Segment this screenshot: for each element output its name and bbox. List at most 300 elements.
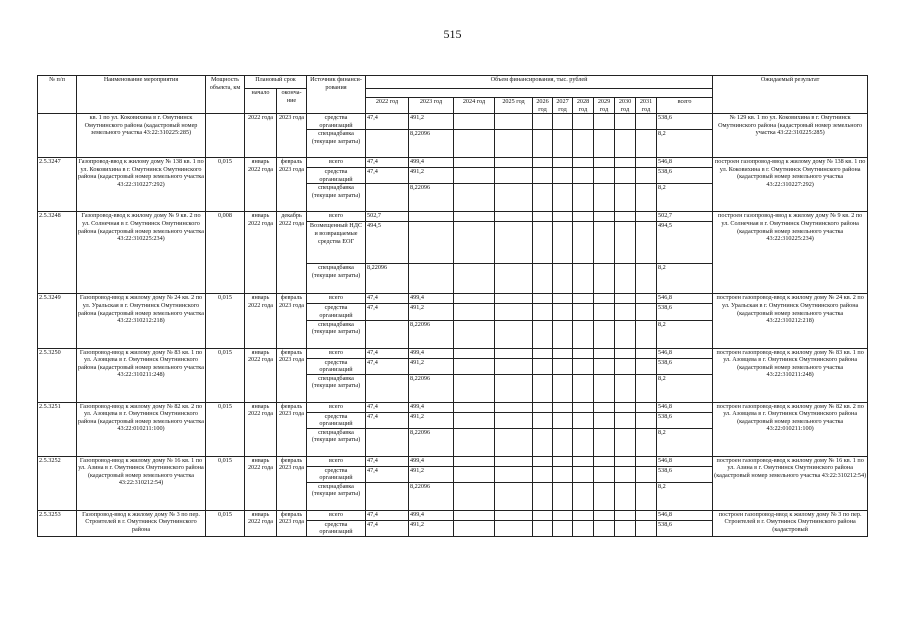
value-total: 546,8 — [657, 294, 713, 304]
value-year — [495, 520, 533, 536]
funding-source: средства организаций — [307, 358, 366, 374]
value-year — [454, 482, 495, 510]
measure-name: Газопровод-ввод к жилому дому № 83 кв. 1 по ул. Азовцева в г. Омутнинск Омутнинского района (кадастровый номер земельного участка 43:22:310211:248) — [77, 348, 206, 402]
table-row — [38, 114, 868, 130]
value-year — [615, 374, 636, 402]
value-year — [636, 304, 657, 320]
measure-name: Газопровод-ввод к жилому дому № 9 кв. 2 по ул. Солнечная в г. Омутнинск Омутнинского района (кадастровый номер земельного участка 43:22:310225:234) — [77, 212, 206, 294]
table-row — [38, 402, 868, 412]
value-year — [636, 130, 657, 158]
value-year — [594, 304, 615, 320]
value-year — [454, 412, 495, 428]
table-row — [38, 348, 868, 358]
value-year — [533, 482, 553, 510]
value-year — [495, 510, 533, 520]
value-year — [594, 412, 615, 428]
value-total: 538,6 — [657, 114, 713, 130]
value-year — [573, 130, 594, 158]
value-year — [553, 130, 573, 158]
value-year — [533, 212, 553, 222]
value-year — [454, 466, 495, 482]
value-year — [594, 158, 615, 168]
value-year — [553, 374, 573, 402]
value-year — [615, 130, 636, 158]
expected-result: № 129 кв. 1 по ул. Коковихина в г. Омутнинск Омутнинского района (кадастровый номер земельного участка 43:22:310225:285) — [713, 114, 868, 158]
value-year — [636, 320, 657, 348]
value-year — [553, 412, 573, 428]
value-year — [573, 374, 594, 402]
value-year — [636, 520, 657, 536]
value-year — [533, 456, 553, 466]
value-year — [533, 358, 553, 374]
value-year — [594, 402, 615, 412]
page-number: 515 — [443, 27, 462, 41]
expected-result: построен газопровод-ввод к жилому дому № 24 кв. 2 по ул. Уральская в г. Омутнинск Омутнинского района (кадастровый номер земельного участка 43:22:310212:218) — [713, 294, 868, 348]
value-year — [533, 466, 553, 482]
header-volume-spacer — [366, 89, 713, 98]
value-year — [553, 520, 573, 536]
measure-name: кв. 1 по ул. Коковихина в г. Омутнинск Омутнинского района (кадастровый номер земельного участка 43:22:310225:285) — [77, 114, 206, 158]
value-year: 491,2 — [409, 304, 454, 320]
value-year — [495, 348, 533, 358]
end-date: февраль 2023 года — [277, 402, 307, 456]
value-year — [594, 482, 615, 510]
value-year: 8,22096 — [409, 374, 454, 402]
value-year: 499,4 — [409, 294, 454, 304]
capacity: 0,015 — [206, 348, 245, 402]
funding-source: всего — [307, 294, 366, 304]
value-year — [615, 184, 636, 212]
value-year — [573, 294, 594, 304]
value-year — [573, 264, 594, 294]
value-year: 8,22096 — [409, 482, 454, 510]
value-year — [454, 510, 495, 520]
value-year — [615, 428, 636, 456]
value-year — [553, 428, 573, 456]
value-year — [573, 412, 594, 428]
value-year — [533, 428, 553, 456]
value-year — [636, 358, 657, 374]
value-year — [594, 510, 615, 520]
value-year — [454, 212, 495, 222]
header-year: 2030 год — [615, 98, 636, 114]
value-year: 502,7 — [366, 212, 409, 222]
value-year: 47,4 — [366, 412, 409, 428]
value-year — [573, 428, 594, 456]
value-total: 546,8 — [657, 348, 713, 358]
value-total: 546,8 — [657, 456, 713, 466]
expected-result: построен газопровод-ввод к жилому дому № 3 по пер. Строителей в г. Омутнинск Омутнинского района (кадастровый — [713, 510, 868, 536]
value-total: 538,6 — [657, 304, 713, 320]
value-year — [573, 456, 594, 466]
value-year — [553, 168, 573, 184]
value-year — [573, 402, 594, 412]
value-year: 499,4 — [409, 456, 454, 466]
value-year — [573, 184, 594, 212]
header-year: 2029 год — [594, 98, 615, 114]
header-capacity: Мощность объекта, км — [206, 76, 245, 114]
value-year — [533, 184, 553, 212]
value-year — [533, 320, 553, 348]
header-year: 2025 год — [495, 98, 533, 114]
value-year — [615, 510, 636, 520]
value-year — [553, 184, 573, 212]
value-year: 47,4 — [366, 402, 409, 412]
value-year — [495, 402, 533, 412]
value-total: 546,8 — [657, 158, 713, 168]
funding-source: средства организаций — [307, 466, 366, 482]
header-year: 2027 год — [553, 98, 573, 114]
value-year — [636, 184, 657, 212]
value-year — [495, 412, 533, 428]
value-year — [636, 158, 657, 168]
header-year: 2023 год — [409, 98, 454, 114]
value-year: 8,22096 — [409, 320, 454, 348]
expected-result: построен газопровод-ввод к жилому дому № 83 кв. 1 по ул. Азовцева в г. Омутнинск Омутнинского района (кадастровый номер земельного участка 43:22:310211:248) — [713, 348, 868, 402]
value-year: 47,4 — [366, 466, 409, 482]
value-total: 538,6 — [657, 358, 713, 374]
value-year: 47,4 — [366, 158, 409, 168]
value-year — [615, 348, 636, 358]
value-year — [495, 264, 533, 294]
value-year — [573, 212, 594, 222]
start-date: 2022 года — [245, 114, 277, 158]
value-year: 491,2 — [409, 114, 454, 130]
value-year — [533, 114, 553, 130]
row-number: 2.5.3247 — [38, 158, 77, 212]
value-year: 491,2 — [409, 168, 454, 184]
row-number: 2.5.3248 — [38, 212, 77, 294]
value-year — [366, 320, 409, 348]
value-year — [533, 402, 553, 412]
value-year — [594, 456, 615, 466]
value-year — [533, 304, 553, 320]
funding-source: средства организаций — [307, 304, 366, 320]
table-header — [38, 76, 868, 114]
value-year — [636, 466, 657, 482]
row-number: 2.5.3253 — [38, 510, 77, 536]
value-year — [495, 456, 533, 466]
value-year: 491,2 — [409, 466, 454, 482]
value-year — [615, 320, 636, 348]
header-year: 2028 год — [573, 98, 594, 114]
funding-source: всего — [307, 456, 366, 466]
end-date: февраль 2023 года — [277, 510, 307, 536]
value-year — [495, 184, 533, 212]
value-year — [553, 264, 573, 294]
value-year — [495, 114, 533, 130]
value-year — [533, 264, 553, 294]
expected-result: построен газопровод-ввод к жилому дому № 16 кв. 1 по ул. Азина в г. Омутнинск Омутнинского района (кадастровый номер земельного участка 43:22:310212:54) — [713, 456, 868, 510]
value-year — [454, 264, 495, 294]
header-result: Ожидаемый результат — [713, 76, 868, 114]
value-year — [636, 114, 657, 130]
value-year — [454, 168, 495, 184]
value-year: 47,4 — [366, 358, 409, 374]
funding-source: спецнадбавка (текущие затраты) — [307, 264, 366, 294]
value-year — [454, 320, 495, 348]
value-total: 8,2 — [657, 374, 713, 402]
value-year — [409, 264, 454, 294]
value-year — [454, 520, 495, 536]
value-year — [615, 158, 636, 168]
value-year — [594, 264, 615, 294]
value-year: 8,22096 — [366, 264, 409, 294]
row-number: 2.5.3251 — [38, 402, 77, 456]
header-total: всего — [657, 98, 713, 114]
value-year — [409, 222, 454, 264]
table-row — [38, 510, 868, 520]
value-total: 538,6 — [657, 520, 713, 536]
value-year — [573, 320, 594, 348]
value-year — [454, 294, 495, 304]
funding-source: спецнадбавка (текущие затраты) — [307, 184, 366, 212]
table-row — [38, 294, 868, 304]
value-year — [553, 114, 573, 130]
capacity: 0,015 — [206, 402, 245, 456]
value-year — [409, 212, 454, 222]
funding-source: всего — [307, 510, 366, 520]
value-year — [573, 510, 594, 520]
value-year: 47,4 — [366, 520, 409, 536]
value-year: 47,4 — [366, 304, 409, 320]
value-year — [573, 348, 594, 358]
value-year — [553, 304, 573, 320]
value-total: 546,8 — [657, 510, 713, 520]
value-year — [594, 348, 615, 358]
value-total: 546,8 — [657, 402, 713, 412]
value-year — [454, 428, 495, 456]
expected-result: построен газопровод-ввод к жилому дому № 9 кв. 2 по ул. Солнечная в г. Омутнинск Омутнинского района (кадастровый номер земельного участка 43:22:310225:234) — [713, 212, 868, 294]
value-year — [495, 294, 533, 304]
value-year — [454, 222, 495, 264]
capacity: 0,015 — [206, 510, 245, 536]
value-year: 499,4 — [409, 348, 454, 358]
value-year — [533, 520, 553, 536]
value-year: 499,4 — [409, 402, 454, 412]
value-year — [615, 212, 636, 222]
header-volume: Объем финансирования, тыс. рублей — [366, 76, 713, 89]
value-year — [495, 158, 533, 168]
funding-source: спецнадбавка (текущие затраты) — [307, 428, 366, 456]
value-year — [553, 402, 573, 412]
start-date: январь 2022 года — [245, 158, 277, 212]
value-year: 491,2 — [409, 520, 454, 536]
value-year — [495, 304, 533, 320]
header-end: оконча-ние — [277, 89, 307, 114]
value-year — [615, 482, 636, 510]
value-total: 8,2 — [657, 130, 713, 158]
value-year — [594, 358, 615, 374]
value-year — [366, 184, 409, 212]
value-total: 8,2 — [657, 320, 713, 348]
value-total: 8,2 — [657, 184, 713, 212]
value-year — [636, 412, 657, 428]
value-year — [573, 520, 594, 536]
value-year — [495, 428, 533, 456]
row-number: 2.5.3249 — [38, 294, 77, 348]
end-date: февраль 2023 года — [277, 456, 307, 510]
funding-source: средства организаций — [307, 412, 366, 428]
value-total: 502,7 — [657, 212, 713, 222]
value-year — [615, 402, 636, 412]
value-year — [495, 374, 533, 402]
header-year: 2031 год — [636, 98, 657, 114]
value-year — [636, 510, 657, 520]
value-year — [533, 294, 553, 304]
table-row — [38, 456, 868, 466]
value-year — [573, 358, 594, 374]
value-year: 47,4 — [366, 348, 409, 358]
header-period: Плановый срок — [245, 76, 307, 89]
value-year — [636, 402, 657, 412]
value-year: 47,4 — [366, 114, 409, 130]
row-number: 2.5.3250 — [38, 348, 77, 402]
value-year — [454, 374, 495, 402]
end-date: февраль 2023 года — [277, 294, 307, 348]
measure-name: Газопровод-ввод к жилому дому № 16 кв. 1 по ул. Азина в г. Омутнинск Омутнинского района (кадастровый номер земельного участка 43:22:310212:54) — [77, 456, 206, 510]
value-year — [553, 212, 573, 222]
value-year — [495, 130, 533, 158]
value-year — [573, 304, 594, 320]
value-year: 47,4 — [366, 294, 409, 304]
value-year — [615, 168, 636, 184]
capacity: 0,015 — [206, 456, 245, 510]
value-year — [366, 130, 409, 158]
value-year: 494,5 — [366, 222, 409, 264]
value-year — [573, 114, 594, 130]
capacity — [206, 114, 245, 158]
value-year — [495, 212, 533, 222]
row-number: 2.5.3252 — [38, 456, 77, 510]
funding-source: всего — [307, 158, 366, 168]
header-source: Источник финанси-рования — [307, 76, 366, 114]
value-year — [454, 158, 495, 168]
measure-name: Газопровод-ввод к жилому дому № 24 кв. 2 по ул. Уральская в г. Омутнинск Омутнинского района (кадастровый номер земельного участка 43:22:310212:218) — [77, 294, 206, 348]
funding-source: Возмещенный НДС и возвращаемые средства ЕОГ — [307, 222, 366, 264]
value-year — [615, 466, 636, 482]
value-year — [636, 222, 657, 264]
value-year — [366, 428, 409, 456]
value-year — [366, 374, 409, 402]
value-year — [594, 168, 615, 184]
header-year: 2024 год — [454, 98, 495, 114]
value-total: 538,6 — [657, 466, 713, 482]
value-year — [454, 402, 495, 412]
value-total: 494,5 — [657, 222, 713, 264]
value-year — [615, 520, 636, 536]
value-year — [594, 320, 615, 348]
value-year — [636, 428, 657, 456]
funding-source: всего — [307, 212, 366, 222]
value-year — [454, 304, 495, 320]
financing-table — [37, 75, 868, 537]
value-year — [594, 222, 615, 264]
funding-source: всего — [307, 402, 366, 412]
value-year — [594, 374, 615, 402]
start-date: январь 2022 года — [245, 402, 277, 456]
value-year — [553, 358, 573, 374]
value-year: 8,22096 — [409, 428, 454, 456]
start-date: январь 2022 года — [245, 348, 277, 402]
value-year — [573, 158, 594, 168]
value-year — [533, 158, 553, 168]
value-year — [553, 320, 573, 348]
value-total: 538,6 — [657, 412, 713, 428]
value-year — [636, 374, 657, 402]
value-year — [615, 114, 636, 130]
value-year — [495, 168, 533, 184]
header-year: 2026 год — [533, 98, 553, 114]
row-number — [38, 114, 77, 158]
value-year — [615, 456, 636, 466]
end-date: 2023 года — [277, 114, 307, 158]
value-year: 491,2 — [409, 358, 454, 374]
end-date: февраль 2023 года — [277, 158, 307, 212]
value-year — [454, 184, 495, 212]
capacity: 0,015 — [206, 294, 245, 348]
value-year — [553, 348, 573, 358]
value-year — [454, 348, 495, 358]
value-year — [615, 264, 636, 294]
value-year — [495, 466, 533, 482]
value-year — [454, 358, 495, 374]
value-year — [573, 482, 594, 510]
start-date: январь 2022 года — [245, 456, 277, 510]
value-year — [573, 466, 594, 482]
end-date: декабрь 2022 года — [277, 212, 307, 294]
measure-name: Газопровод-ввод к жилому дому № 82 кв. 2 по ул. Азовцева в г. Омутнинск Омутнинского района (кадастровый номер земельного участка 43:22:010211:100) — [77, 402, 206, 456]
value-total: 8,2 — [657, 482, 713, 510]
value-year — [636, 264, 657, 294]
funding-source: средства организаций — [307, 520, 366, 536]
value-year — [573, 222, 594, 264]
value-year — [454, 456, 495, 466]
table-row — [38, 158, 868, 168]
value-year — [636, 456, 657, 466]
value-year — [594, 184, 615, 212]
measure-name: Газопровод-ввод к жилому дому № 138 кв. 1 по ул. Коковихина в г. Омутнинск Омутнинского района (кадастровый номер земельного участка 43:22:310227:292) — [77, 158, 206, 212]
start-date: январь 2022 года — [245, 212, 277, 294]
value-year — [495, 320, 533, 348]
funding-source: средства организаций — [307, 114, 366, 130]
value-year — [553, 482, 573, 510]
value-year — [615, 222, 636, 264]
start-date: январь 2022 года — [245, 510, 277, 536]
value-total: 8,2 — [657, 428, 713, 456]
table-body — [38, 114, 868, 537]
value-year — [553, 222, 573, 264]
expected-result: построен газопровод-ввод к жилому дому № 82 кв. 2 по ул. Азовцева в г. Омутнинск Омутнинского района (кадастровый номер земельного участка 43:22:010211:100) — [713, 402, 868, 456]
value-year: 491,2 — [409, 412, 454, 428]
header-no: № п/п — [38, 76, 77, 114]
value-year — [594, 520, 615, 536]
value-year — [553, 294, 573, 304]
expected-result: построен газопровод-ввод к жилому дому № 138 кв. 1 по ул. Коковихина в г. Омутнинск Омутнинского района (кадастровый номер земельного участка 43:22:310227:292) — [713, 158, 868, 212]
table-row — [38, 212, 868, 222]
capacity: 0,008 — [206, 212, 245, 294]
value-year — [553, 456, 573, 466]
value-year: 47,4 — [366, 168, 409, 184]
value-year — [594, 428, 615, 456]
value-year — [636, 294, 657, 304]
value-year — [594, 130, 615, 158]
funding-source: спецнадбавка (текущие затраты) — [307, 482, 366, 510]
value-year — [533, 348, 553, 358]
value-year — [495, 222, 533, 264]
value-year — [454, 114, 495, 130]
end-date: февраль 2023 года — [277, 348, 307, 402]
